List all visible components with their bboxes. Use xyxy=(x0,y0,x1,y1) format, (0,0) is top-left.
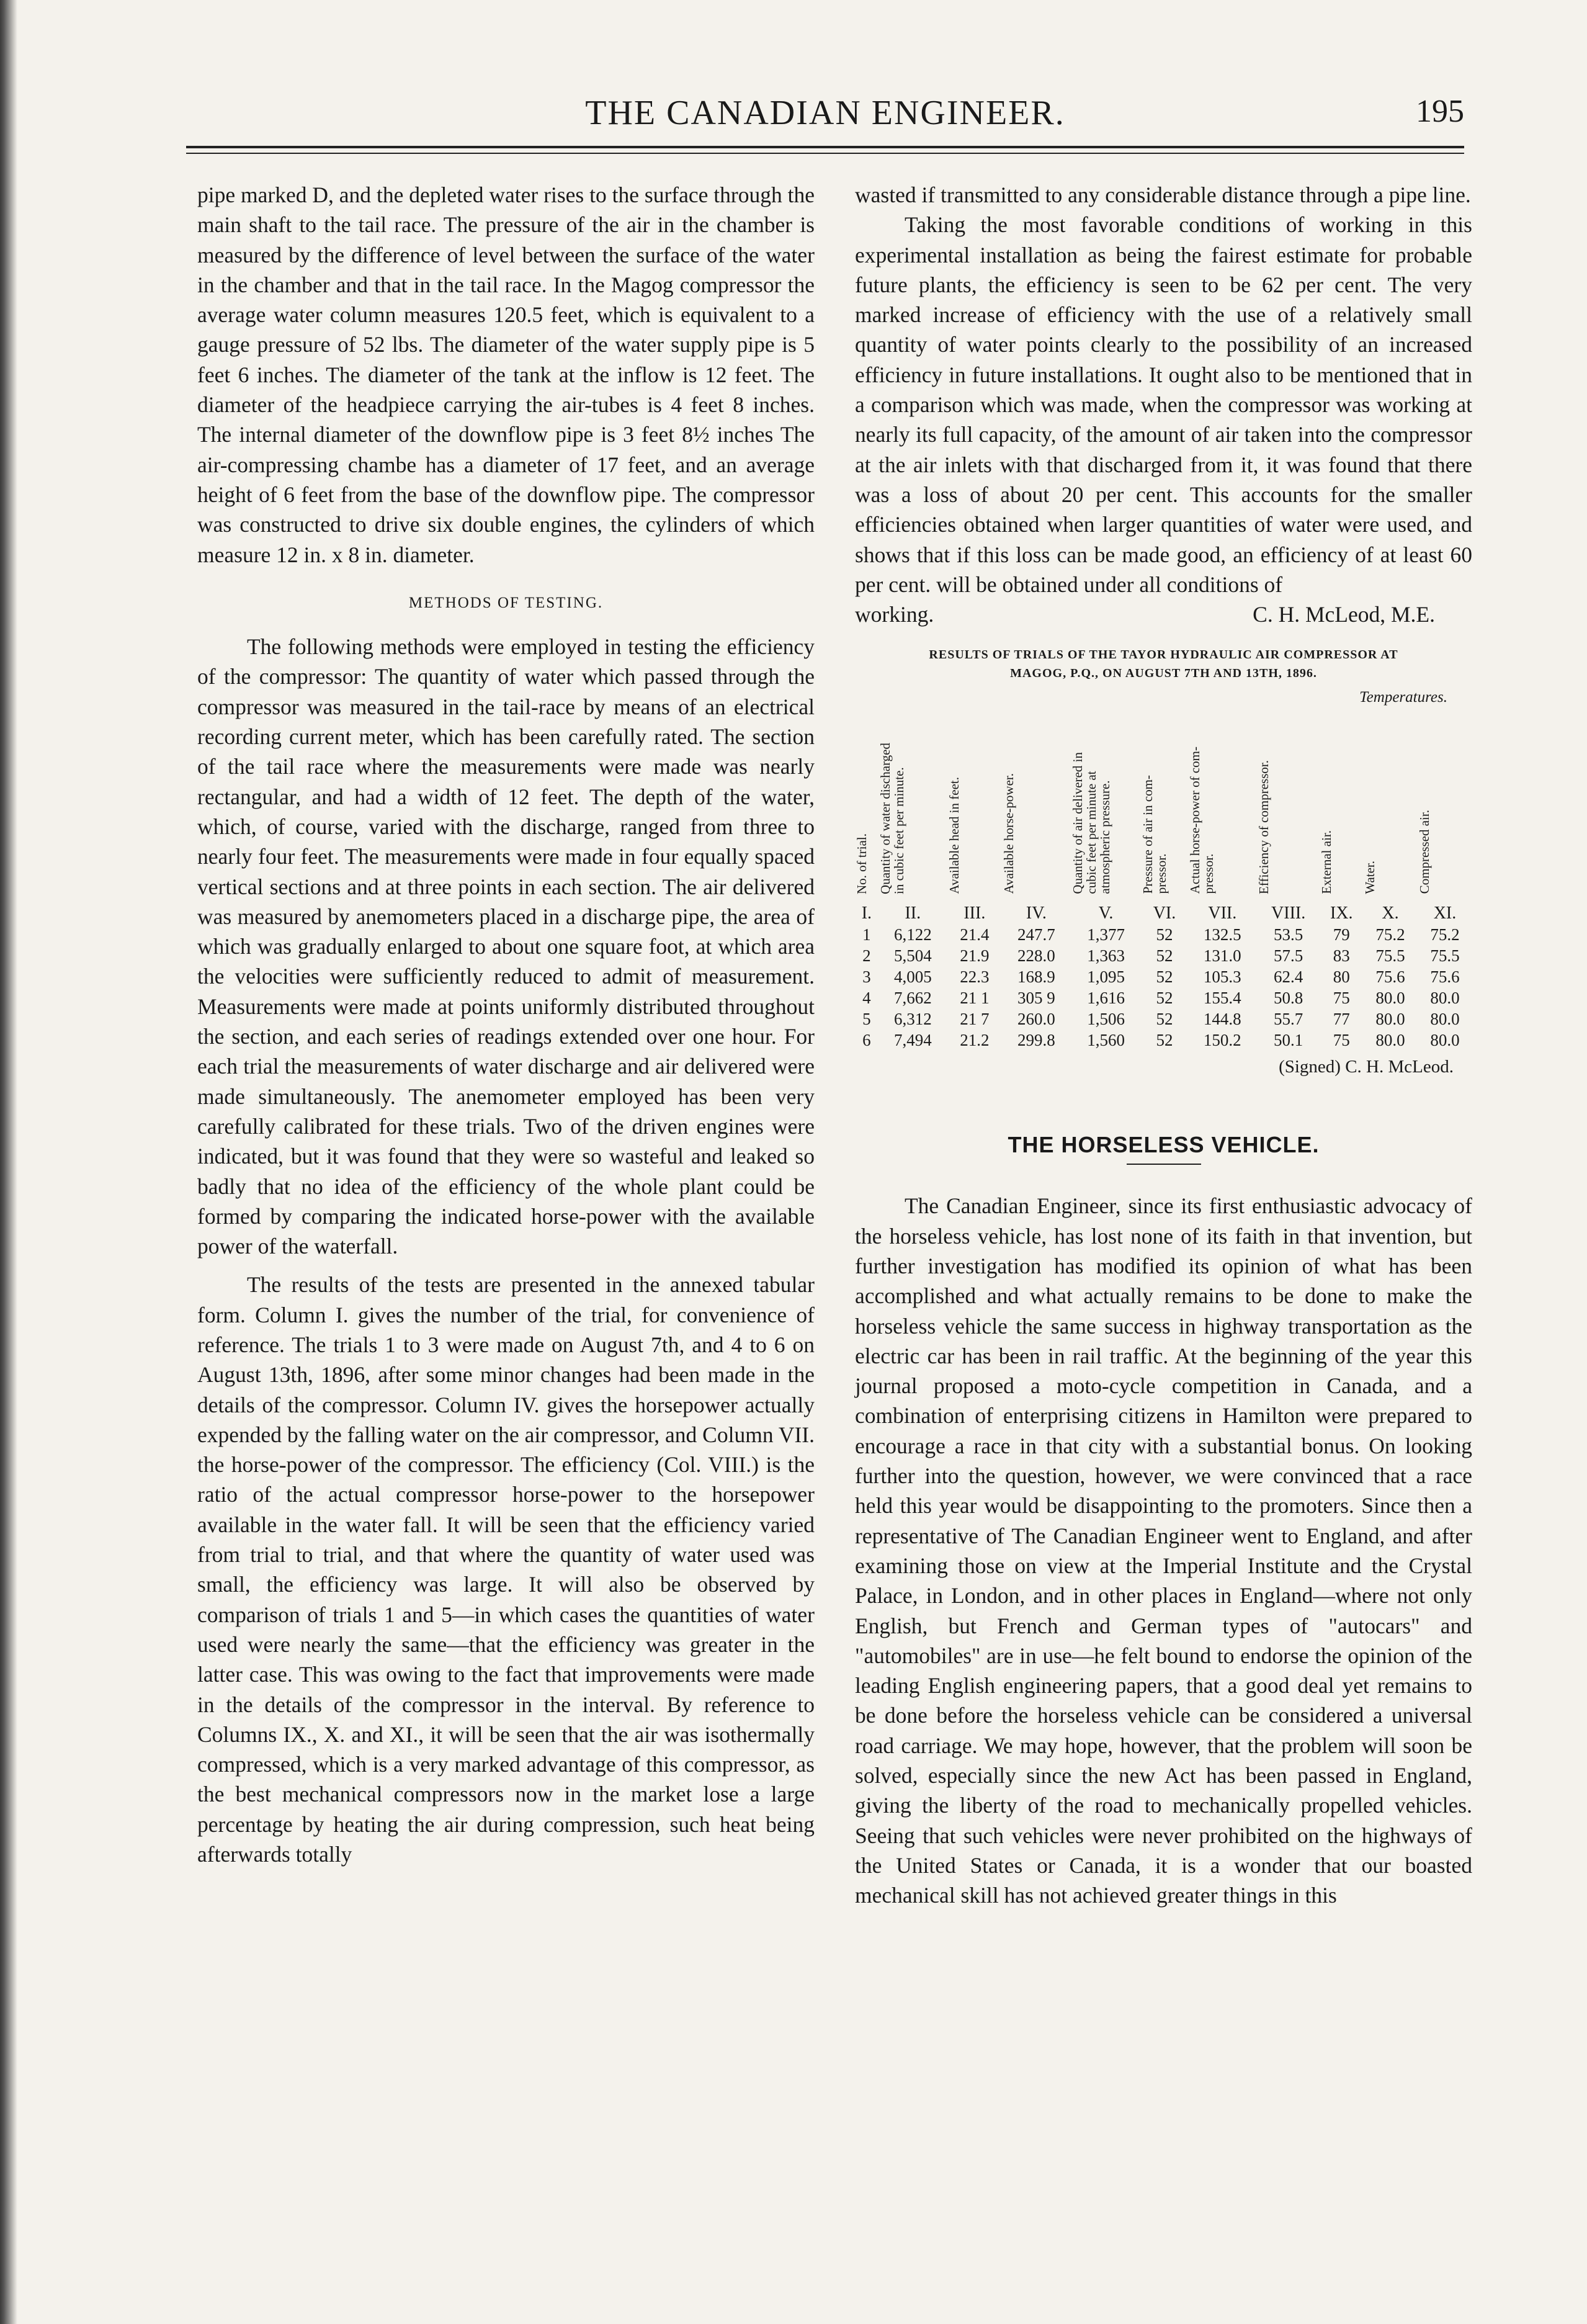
table-cell: 75 xyxy=(1333,1030,1350,1049)
paragraph-efficiency: Taking the most favorable conditions of working in this experimental installation as being the fairest estimate for probable future plants, the efficiency is seen to be 62 per cent. The very marked increase of efficiency with the use of a relatively small quantity of water points clearly to the possibility of an increased efficiency in future installations. It ought also to be mentioned that in a comparison which was made, when the compressor was working at nearly its full capacity, of the amount of air taken into the compressor at the air inlets with that discharged from it, it was found that there was a loss of about 20 per cent. This accounts for the smaller efficiencies obtained when larger quantities of water were used, and shows that if this loss can be made good, an efficiency of at least 60 per cent. will be obtained under all conditions of xyxy=(855,212,1472,597)
table-cell: VIII. xyxy=(1271,903,1306,923)
table-cell: 132.5 xyxy=(1203,925,1241,944)
header-rule-thin xyxy=(186,153,1464,154)
table-row xyxy=(855,1008,1472,1030)
table-cell: 62.4 xyxy=(1274,967,1303,986)
table-cell: 305 9 xyxy=(1017,988,1055,1007)
table-cell: 1,363 xyxy=(1087,946,1125,965)
table-header-cell: Quantity of water discharged in cubic feet per minute. xyxy=(877,742,906,894)
table-cell: 131.0 xyxy=(1203,946,1241,965)
results-table xyxy=(855,714,1472,1051)
table-header-cell: Pressure of air in com- pressor. xyxy=(1140,775,1169,894)
paragraph-testing-methods: The following methods were employed in testing the efficiency of the compressor: The quantity of water which passed through the compressor was measured in the tail-race by means of an electrical recording current meter, which has been carefully rated. The section of the tail race where the measurements were made was nearly rectangular, and had a width of 12 feet. The depth of the water, which, of course, varied with the discharge, ranged from three to nearly four feet. The measurements were made in four equally spaced vertical sections and at three points in each section. The air delivered was measured by anemometers placed in a discharge pipe, the area of which was gradually enlarged to about one square foot, at which area the velocities were sufficiently reduced to admit of measurement. Measurements were made at points uniformly distributed throughout the section, and each series of readings extended over one hour. For each trial the measurements of water discharge and air delivered were made simultaneously. The anemometer employed has been very carefully calibrated for these trials. Two of the driven engines were indicated, but it was found that they were so wasteful and leaked so badly that no idea of the efficiency of the whole plant could be formed by comparing the indicated horse-power with the available power of the waterfall. xyxy=(197,634,815,1259)
table-header-cell: Efficiency of compressor. xyxy=(1256,760,1271,894)
table-signature: (Signed) C. H. McLeod. xyxy=(1279,1056,1454,1077)
table-cell: 57.5 xyxy=(1274,946,1303,965)
paragraph-horseless-vehicle: The Canadian Engineer, since its first enthusiastic advocacy of the horseless vehicle, has lost none of its faith in that invention, but further investigation has modified its opinion of what has been accomplished and what actually remains to be done to make the horseless vehicle the same success in highway transportation as the electric car has been in rail traffic. At the beginning of the year this journal proposed a moto-cycle competition in Canada, and a combination of enterprising citizens in Hamilton were prepared to encourage a race in that city with a substantial bonus. On looking further into the question, however, we were convinced that a race held this year would be disappointing to the promoters. Since then a representative of The Canadian Engineer went to England, and after examining those on view at the Imperial Institute and the Crystal Palace, in London, and in other places in England—where not only English, but French and German types of "autocars" and "automobiles" are in use—he felt bound to endorse the opinion of the leading English engineering papers, that a good deal yet remains to be done before the horseless vehicle can be considered a universal road carriage. We may hope, however, that the problem will soon be solved, especially since the new Act has been passed in England, giving the liberty of the road to mechanically propelled vehicles. Seeing that such vehicles were never prohibited on the highways of the United States or Canada, it is a wonder that our boasted mechanical skill has not achieved greater things in this xyxy=(855,1193,1472,1908)
section-title-horseless-vehicle: THE HORSELESS VEHICLE. xyxy=(1008,1132,1320,1158)
paragraph-wasted: wasted if transmitted to any considerable distance through a pipe line. xyxy=(855,182,1471,207)
page-header xyxy=(186,93,1464,143)
table-header-cell: Compressed air. xyxy=(1416,810,1432,894)
table-cell: 2 xyxy=(862,946,871,965)
table-row xyxy=(855,924,1472,945)
table-cell: 21.2 xyxy=(960,1030,990,1049)
table-cell: 7,662 xyxy=(893,988,932,1007)
table-cell: 6,122 xyxy=(893,925,932,944)
table-header-cell: No. of trial. xyxy=(854,833,869,894)
table-row xyxy=(855,966,1472,987)
table-cell: 50.1 xyxy=(1274,1030,1303,1049)
table-cell: 7,494 xyxy=(893,1030,932,1049)
table-cell: 75.5 xyxy=(1375,946,1405,965)
table-cell: VII. xyxy=(1208,903,1237,923)
table-caption-line-2: MAGOG, P.Q., ON AUGUST 7TH AND 13TH, 1896. xyxy=(1010,666,1317,681)
table-cell: 80.0 xyxy=(1430,988,1460,1007)
author-signature-line xyxy=(855,599,1472,629)
table-cell: 228.0 xyxy=(1017,946,1055,965)
author-name: C. H. McLeod, M.E. xyxy=(1253,602,1435,627)
table-cell: 80.0 xyxy=(1430,1030,1460,1049)
table-cell: 52 xyxy=(1156,1009,1173,1028)
table-cell: I. xyxy=(861,903,872,923)
header-rule-thick xyxy=(186,146,1464,148)
table-cell: III. xyxy=(963,903,986,923)
page-number: 195 xyxy=(1416,94,1464,129)
table-cell: 6 xyxy=(862,1030,871,1049)
table-cell: 4,005 xyxy=(893,967,932,986)
table-cell: 21.9 xyxy=(960,946,990,965)
table-row xyxy=(855,987,1472,1008)
table-cell: 21.4 xyxy=(960,925,990,944)
table-cell: X. xyxy=(1382,903,1399,923)
table-cell: 52 xyxy=(1156,946,1173,965)
table-cell: 52 xyxy=(1156,967,1173,986)
table-cell: 1,506 xyxy=(1087,1009,1125,1028)
table-cell: IV. xyxy=(1026,903,1047,923)
table-cell: 260.0 xyxy=(1017,1009,1055,1028)
table-cell: 5 xyxy=(862,1009,871,1028)
right-column xyxy=(855,180,1472,1910)
table-cell: 77 xyxy=(1333,1009,1350,1028)
table-cell: 105.3 xyxy=(1203,967,1241,986)
table-cell: 3 xyxy=(862,967,871,986)
table-cell: 6,312 xyxy=(893,1009,932,1028)
table-cell: 75.2 xyxy=(1430,925,1460,944)
table-cell: 75.6 xyxy=(1430,967,1460,986)
table-cell: 155.4 xyxy=(1203,988,1241,1007)
table-cell: 299.8 xyxy=(1017,1030,1055,1049)
table-cell: VI. xyxy=(1153,903,1176,923)
table-cell: 50.8 xyxy=(1274,988,1303,1007)
page-gutter-shadow xyxy=(0,0,40,2324)
table-cell: 53.5 xyxy=(1274,925,1303,944)
table-header-cell: Actual horse-power of com- pressor. xyxy=(1187,747,1216,894)
table-cell: 80 xyxy=(1333,967,1350,986)
table-cell: 55.7 xyxy=(1274,1009,1303,1028)
table-caption xyxy=(855,645,1472,683)
table-cell: 83 xyxy=(1333,946,1350,965)
table-header-cell: Water. xyxy=(1362,861,1378,894)
table-header-cell: Available head in feet. xyxy=(946,777,962,894)
paragraph-compressor-dimensions: pipe marked D, and the depleted water rises to the surface through the main shaft to the tail race. The pressure of the air in the chamber is measured by the difference of level between the surface of the water in the chamber and that in the tail race. In the Magog compressor the average water column measures 120.5 feet, which is equivalent to a gauge pressure of 52 lbs. The diameter of the water supply pipe is 5 feet 6 inches. The diameter of the tank at the inflow is 12 feet. The diameter of the headpiece carrying the air-tubes is 4 feet 8 inches. The internal diameter of the downflow pipe is 3 feet 8½ inches The air-compressing chambe has a diameter of 17 feet, and an average height of 6 feet from the base of the downflow pipe. The compressor was constructed to drive six double engines, the cylinders of which measure 12 in. x 8 in. diameter. xyxy=(197,182,815,567)
subheading-methods-of-testing: METHODS OF TESTING. xyxy=(408,594,604,611)
paragraph-last-word: working. xyxy=(855,602,934,627)
table-cell: 52 xyxy=(1156,1030,1173,1049)
table-caption-line-1: RESULTS OF TRIALS OF THE TAYOR HYDRAULIC AIR COMPRESSOR AT xyxy=(929,648,1398,662)
table-cell: 75.5 xyxy=(1430,946,1460,965)
table-cell: 21 1 xyxy=(960,988,990,1007)
table-cell: 52 xyxy=(1156,988,1173,1007)
table-cell: V. xyxy=(1098,903,1114,923)
table-header-cell: Quantity of air delivered in cubic feet per minute at atmospheric pressure. xyxy=(1070,752,1112,894)
table-header-cell: Available horse-power. xyxy=(1001,773,1016,894)
journal-title: THE CANADIAN ENGINEER. xyxy=(585,94,1065,132)
table-cell: 247.7 xyxy=(1017,925,1055,944)
table-cell: 80.0 xyxy=(1375,988,1405,1007)
table-cell: 1,095 xyxy=(1087,967,1125,986)
temperatures-group-label: Temperatures. xyxy=(1359,689,1447,706)
table-cell: 1,377 xyxy=(1087,925,1125,944)
table-cell: 22.3 xyxy=(960,967,990,986)
table-cell: 80.0 xyxy=(1375,1030,1405,1049)
table-cell: 21 7 xyxy=(960,1009,990,1028)
table-cell: 1,560 xyxy=(1087,1030,1125,1049)
table-cell: II. xyxy=(905,903,921,923)
table-cell: 75.6 xyxy=(1375,967,1405,986)
table-column-numerals xyxy=(855,900,1472,924)
table-cell: 75 xyxy=(1333,988,1350,1007)
left-column xyxy=(197,180,815,1869)
table-cell: 144.8 xyxy=(1203,1009,1241,1028)
table-cell: 75.2 xyxy=(1375,925,1405,944)
table-cell: 52 xyxy=(1156,925,1173,944)
table-cell: 5,504 xyxy=(893,946,932,965)
table-cell: 150.2 xyxy=(1203,1030,1241,1049)
table-row xyxy=(855,1030,1472,1051)
table-cell: IX. xyxy=(1330,903,1353,923)
table-cell: 79 xyxy=(1333,925,1350,944)
table-cell: 1 xyxy=(862,925,871,944)
section-rule xyxy=(1127,1164,1201,1165)
table-cell: XI. xyxy=(1433,903,1457,923)
table-header-cell: External air. xyxy=(1319,830,1334,894)
table-cell: 4 xyxy=(862,988,871,1007)
table-cell: 80.0 xyxy=(1430,1009,1460,1028)
table-cell: 1,616 xyxy=(1087,988,1125,1007)
paragraph-results: The results of the tests are presented in the annexed tabular form. Column I. gives the number of the trial, for convenience of reference. The trials 1 to 3 were made on August 7th, and 4 to 6 on August 13th, 1896, after some minor changes had been made in the details of the compressor. Column IV. gives the horsepower actually expended by the falling water on the air compressor, and Column VII. the horse-power of the compressor. The efficiency (Col. VIII.) is the ratio of the actual compressor horse-power to the horsepower available in the water fall. It will be seen that the efficiency varied from trial to trial, and that where the quantity of water used was small, the efficiency was large. It will also be observed by comparison of trials 1 and 5—in which cases the quantities of water used were nearly the same—that the efficiency was greater in the latter case. This was owing to the fact that improvements were made in the details of the compressor in the interval. By reference to Columns IX., X. and XI., it will be seen that the air was isothermally compressed, which is a very marked advantage of this compressor, as the best mechanical compressors now in the market lose a large percentage by heating the air during compression, such heat being afterwards totally xyxy=(197,1272,815,1867)
table-row xyxy=(855,945,1472,966)
table-header-row xyxy=(855,714,1472,900)
table-cell: 80.0 xyxy=(1375,1009,1405,1028)
table-cell: 168.9 xyxy=(1017,967,1055,986)
